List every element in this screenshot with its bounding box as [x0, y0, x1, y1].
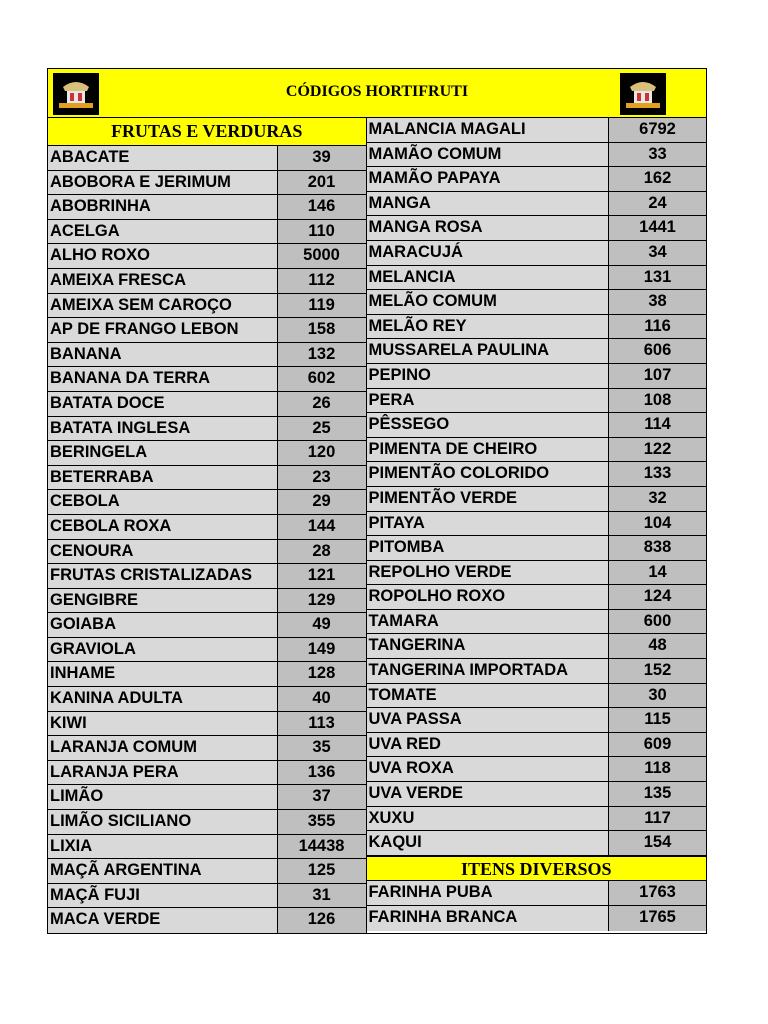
- item-name: CENOURA: [48, 540, 277, 564]
- item-name: GRAVIOLA: [48, 638, 277, 662]
- item-name: BATATA DOCE: [48, 392, 277, 416]
- item-name: TANGERINA IMPORTADA: [367, 659, 608, 683]
- item-code: 116: [608, 315, 706, 339]
- item-code: 32: [608, 487, 706, 511]
- item-name: BANANA: [48, 343, 277, 367]
- item-code: 146: [277, 195, 366, 219]
- table-row: [367, 364, 706, 389]
- item-code: 124: [608, 585, 706, 609]
- item-code: 154: [608, 831, 706, 855]
- item-name: GOIABA: [48, 613, 277, 637]
- table-row: [48, 367, 366, 392]
- table-row: [48, 466, 366, 491]
- item-code: 14438: [277, 835, 366, 859]
- section-title-frutas-verduras: FRUTAS E VERDURAS: [48, 118, 366, 146]
- item-name: UVA VERDE: [367, 782, 608, 806]
- table-row: [48, 417, 366, 442]
- table-row: [367, 634, 706, 659]
- item-name: MANGA ROSA: [367, 216, 608, 240]
- item-code: 118: [608, 757, 706, 781]
- item-name: FARINHA PUBA: [367, 881, 608, 905]
- item-code: 23: [277, 466, 366, 490]
- item-code: 110: [277, 220, 366, 244]
- item-name: LIMÃO SICILIANO: [48, 810, 277, 834]
- table-row: [367, 487, 706, 512]
- table-row: [48, 712, 366, 737]
- item-name: KIWI: [48, 712, 277, 736]
- table-row: [367, 561, 706, 586]
- table-row: [367, 462, 706, 487]
- item-code: 112: [277, 269, 366, 293]
- item-name: XUXU: [367, 807, 608, 831]
- table-row: [367, 143, 706, 168]
- item-code: 113: [277, 712, 366, 736]
- table-row: [48, 244, 366, 269]
- item-code: 122: [608, 438, 706, 462]
- table-row: [48, 859, 366, 884]
- item-name: REPOLHO VERDE: [367, 561, 608, 585]
- item-name: ROPOLHO ROXO: [367, 585, 608, 609]
- item-code: 133: [608, 462, 706, 486]
- item-code: 5000: [277, 244, 366, 268]
- item-name: PIMENTÃO VERDE: [367, 487, 608, 511]
- table-row: [48, 736, 366, 761]
- item-name: ABACATE: [48, 146, 277, 170]
- item-code: 131: [608, 266, 706, 290]
- table-row: [367, 241, 706, 266]
- sheet-title: CÓDIGOS HORTIFRUTI: [285, 83, 469, 100]
- item-code: 33: [608, 143, 706, 167]
- table-row: [367, 807, 706, 832]
- price-code-sheet: [47, 68, 707, 934]
- item-name: MAMÃO PAPAYA: [367, 167, 608, 191]
- table-row: [48, 540, 366, 565]
- item-code: 149: [277, 638, 366, 662]
- item-code: 24: [608, 192, 706, 216]
- item-code: 136: [277, 761, 366, 785]
- item-code: 26: [277, 392, 366, 416]
- item-name: MARACUJÁ: [367, 241, 608, 265]
- table-row: [48, 392, 366, 417]
- item-code: 126: [277, 908, 366, 933]
- item-name: MAÇÃ ARGENTINA: [48, 859, 277, 883]
- item-name: AP DE FRANGO LEBON: [48, 318, 277, 342]
- table-row: [48, 171, 366, 196]
- table-row: [367, 438, 706, 463]
- item-code: 35: [277, 736, 366, 760]
- table-row: [367, 881, 706, 906]
- item-name: LIMÃO: [48, 785, 277, 809]
- item-code: 37: [277, 785, 366, 809]
- item-name: LARANJA PERA: [48, 761, 277, 785]
- item-name: PIMENTA DE CHEIRO: [367, 438, 608, 462]
- header-bar: [48, 69, 706, 118]
- item-code: 28: [277, 540, 366, 564]
- item-name: MELÃO COMUM: [367, 290, 608, 314]
- table-row: [48, 343, 366, 368]
- item-code: 838: [608, 536, 706, 560]
- item-code: 129: [277, 589, 366, 613]
- item-code: 152: [608, 659, 706, 683]
- item-code: 162: [608, 167, 706, 191]
- item-code: 125: [277, 859, 366, 883]
- store-logo-icon: [620, 73, 666, 115]
- item-code: 40: [277, 687, 366, 711]
- item-name: CEBOLA ROXA: [48, 515, 277, 539]
- item-code: 609: [608, 733, 706, 757]
- table-row: [48, 146, 366, 171]
- table-row: [367, 512, 706, 537]
- item-name: TOMATE: [367, 684, 608, 708]
- item-name: ABOBORA E JERIMUM: [48, 171, 277, 195]
- item-name: PEPINO: [367, 364, 608, 388]
- table-row: [367, 118, 706, 143]
- item-name: PERA: [367, 389, 608, 413]
- item-code: 600: [608, 610, 706, 634]
- item-name: KAQUI: [367, 831, 608, 855]
- table-row: [367, 290, 706, 315]
- table-row: [367, 413, 706, 438]
- item-code: 39: [277, 146, 366, 170]
- item-code: 158: [277, 318, 366, 342]
- right-column: [367, 118, 706, 933]
- item-name: PIMENTÃO COLORIDO: [367, 462, 608, 486]
- item-code: 6792: [608, 118, 706, 142]
- table-row: [48, 884, 366, 909]
- section-title-itens-diversos: ITENS DIVERSOS: [367, 856, 706, 882]
- item-code: 121: [277, 564, 366, 588]
- item-name: INHAME: [48, 662, 277, 686]
- item-name: UVA ROXA: [367, 757, 608, 781]
- item-code: 34: [608, 241, 706, 265]
- item-code: 104: [608, 512, 706, 536]
- item-name: PÊSSEGO: [367, 413, 608, 437]
- item-code: 1763: [608, 881, 706, 905]
- item-name: ALHO ROXO: [48, 244, 277, 268]
- table-row: [48, 318, 366, 343]
- item-name: MELANCIA: [367, 266, 608, 290]
- item-name: KANINA ADULTA: [48, 687, 277, 711]
- table-row: [367, 659, 706, 684]
- table-row: [48, 810, 366, 835]
- item-name: CEBOLA: [48, 490, 277, 514]
- item-name: LIXIA: [48, 835, 277, 859]
- item-code: 355: [277, 810, 366, 834]
- table-row: [367, 906, 706, 931]
- item-name: TAMARA: [367, 610, 608, 634]
- table-row: [48, 220, 366, 245]
- item-name: BANANA DA TERRA: [48, 367, 277, 391]
- table-row: [48, 294, 366, 319]
- item-name: MACA VERDE: [48, 908, 277, 933]
- table-row: [367, 782, 706, 807]
- table-row: [48, 662, 366, 687]
- table-row: [367, 536, 706, 561]
- table-row: [367, 216, 706, 241]
- item-code: 108: [608, 389, 706, 413]
- item-code: 49: [277, 613, 366, 637]
- item-code: 120: [277, 441, 366, 465]
- item-code: 132: [277, 343, 366, 367]
- table-row: [48, 269, 366, 294]
- item-code: 606: [608, 339, 706, 363]
- item-name: FRUTAS CRISTALIZADAS: [48, 564, 277, 588]
- item-code: 119: [277, 294, 366, 318]
- item-code: 201: [277, 171, 366, 195]
- item-name: MANGA: [367, 192, 608, 216]
- table-row: [367, 389, 706, 414]
- table-row: [367, 733, 706, 758]
- item-name: LARANJA COMUM: [48, 736, 277, 760]
- item-code: 14: [608, 561, 706, 585]
- item-code: 115: [608, 708, 706, 732]
- item-name: MELÃO REY: [367, 315, 608, 339]
- table-row: [367, 315, 706, 340]
- item-name: FARINHA BRANCA: [367, 906, 608, 931]
- left-column: [48, 118, 367, 933]
- item-name: AMEIXA SEM CAROÇO: [48, 294, 277, 318]
- item-name: BERINGELA: [48, 441, 277, 465]
- item-name: ABOBRINHA: [48, 195, 277, 219]
- table-row: [367, 708, 706, 733]
- item-code: 107: [608, 364, 706, 388]
- table-row: [48, 490, 366, 515]
- item-code: 117: [608, 807, 706, 831]
- item-code: 1765: [608, 906, 706, 931]
- item-name: AMEIXA FRESCA: [48, 269, 277, 293]
- item-code: 29: [277, 490, 366, 514]
- table-row: [48, 589, 366, 614]
- item-code: 602: [277, 367, 366, 391]
- item-name: MAMÃO COMUM: [367, 143, 608, 167]
- table-row: [48, 785, 366, 810]
- table-row: [367, 167, 706, 192]
- item-code: 144: [277, 515, 366, 539]
- item-name: UVA RED: [367, 733, 608, 757]
- table-row: [48, 687, 366, 712]
- item-code: 135: [608, 782, 706, 806]
- item-name: UVA PASSA: [367, 708, 608, 732]
- table-row: [48, 613, 366, 638]
- item-code: 38: [608, 290, 706, 314]
- item-code: 114: [608, 413, 706, 437]
- table-row: [367, 266, 706, 291]
- item-name: GENGIBRE: [48, 589, 277, 613]
- item-name: ACELGA: [48, 220, 277, 244]
- item-name: MUSSARELA PAULINA: [367, 339, 608, 363]
- table-row: [367, 610, 706, 635]
- table-row: [367, 339, 706, 364]
- item-name: BETERRABA: [48, 466, 277, 490]
- item-name: PITAYA: [367, 512, 608, 536]
- table-row: [367, 585, 706, 610]
- item-code: 48: [608, 634, 706, 658]
- table-row: [48, 195, 366, 220]
- item-name: PITOMBA: [367, 536, 608, 560]
- item-code: 1441: [608, 216, 706, 240]
- table-row: [367, 192, 706, 217]
- table-row: [367, 684, 706, 709]
- table-row: [48, 761, 366, 786]
- table-row: [367, 757, 706, 782]
- item-code: 25: [277, 417, 366, 441]
- item-code: 31: [277, 884, 366, 908]
- item-name: MALANCIA MAGALI: [367, 118, 608, 142]
- item-code: 128: [277, 662, 366, 686]
- table-row: [48, 515, 366, 540]
- item-name: TANGERINA: [367, 634, 608, 658]
- table-row: [48, 564, 366, 589]
- item-name: MAÇÃ FUJI: [48, 884, 277, 908]
- table-row: [48, 835, 366, 860]
- item-code: 30: [608, 684, 706, 708]
- table-row: [48, 441, 366, 466]
- table-row: [48, 908, 366, 933]
- item-name: BATATA INGLESA: [48, 417, 277, 441]
- table-row: [367, 831, 706, 856]
- table-row: [48, 638, 366, 663]
